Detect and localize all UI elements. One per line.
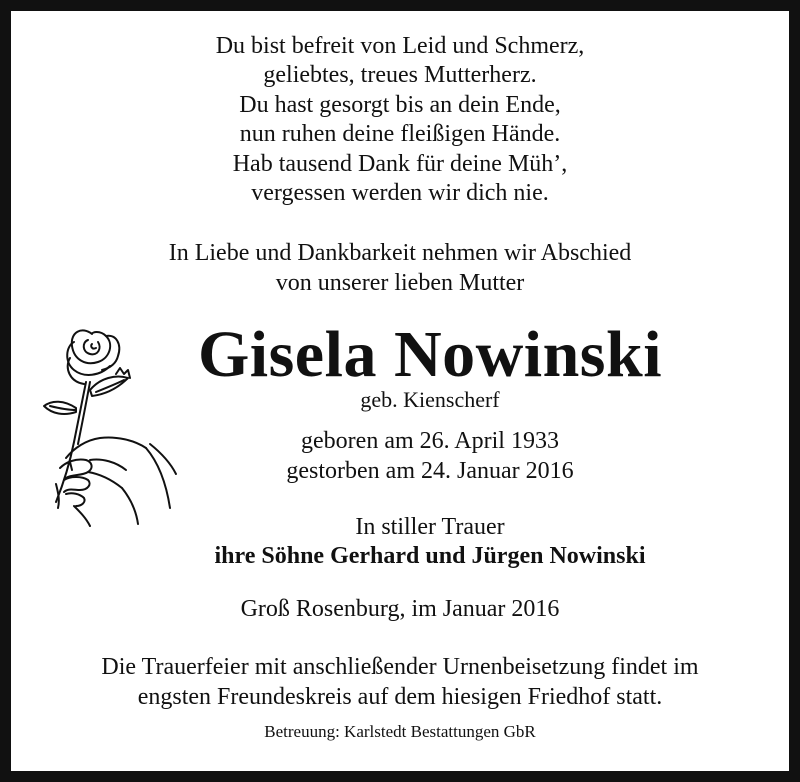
poem	[0, 32, 800, 208]
life-dates	[30, 426, 800, 486]
funeral-notice	[0, 652, 800, 712]
birth-date: geboren am 26. April 1933	[301, 428, 559, 454]
poem-line: nun ruhen deine fleißigen Hände.	[239, 121, 561, 148]
farewell-intro	[0, 238, 800, 298]
funeral-line: Die Trauerfeier mit anschließender Urnenbeisetzung findet im	[101, 654, 699, 680]
poem-line: vergessen werden wir dich nie.	[251, 180, 549, 207]
funeral-line: engsten Freundeskreis auf dem hiesigen Friedhof statt.	[137, 684, 663, 710]
undertaker: Betreuung: Karlstedt Bestattungen GbR	[264, 722, 536, 741]
mourners: ihre Söhne Gerhard und Jürgen Nowinski	[214, 543, 646, 569]
place-date: Groß Rosenburg, im Januar 2016	[240, 596, 560, 622]
mourning-text: In stiller Trauer	[355, 514, 505, 540]
poem-line: geliebtes, treues Mutterherz.	[263, 62, 537, 89]
poem-line: Du bist befreit von Leid und Schmerz,	[215, 33, 585, 59]
death-date: gestorben am 24. Januar 2016	[286, 458, 574, 484]
birth-name: geb. Kienscherf	[360, 387, 500, 412]
poem-line: Du hast gesorgt bis an dein Ende,	[239, 91, 561, 118]
poem-line: Hab tausend Dank für deine Müh’,	[232, 150, 568, 177]
intro-line: von unserer lieben Mutter	[275, 270, 525, 296]
intro-line: In Liebe und Dankbarkeit nehmen wir Abschied	[168, 240, 632, 266]
deceased-name: Gisela Nowinski	[197, 318, 663, 391]
